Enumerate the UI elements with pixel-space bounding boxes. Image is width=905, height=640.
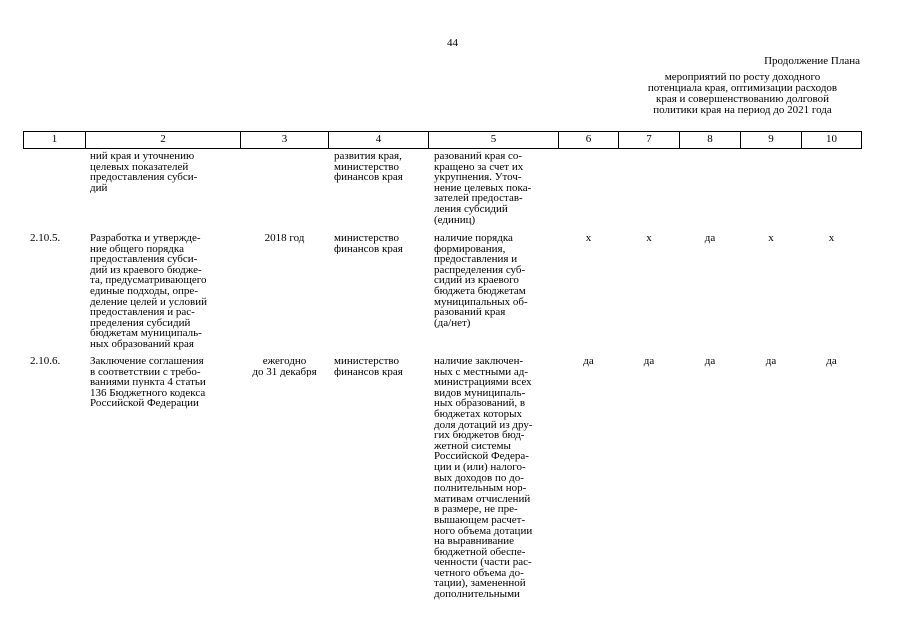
row-measure-cell: Заключение соглашения в соответствии с требо- ваниями пункта 4 статьи 136 Бюджетного кодекса Российской Федерации	[90, 356, 206, 409]
row-measure-cell: Разработка и утвержде- ние общего порядка предоставления субси- дий из краевого бюдже- та, предусматривающего единые подходы, опре- деление целей и условий предоставления и рас- пределения субсидий бюджетам муниципаль- ных образований края	[90, 233, 208, 350]
column-header-3: 3	[281, 133, 288, 145]
column-header-1: 1	[51, 133, 58, 145]
plan-continuation-title: Продолжение Плана	[764, 55, 860, 67]
column-header-2: 2	[160, 133, 166, 145]
table-header-right-border	[861, 131, 862, 149]
row-value-cell: да	[826, 356, 837, 367]
column-header-6: 6	[585, 133, 592, 145]
row-value-cell: х	[646, 233, 652, 244]
table-header-bottom-border	[23, 148, 862, 149]
plan-subtitle: мероприятий по росту доходного потенциала края, оптимизации расходов края и совершенствованию долговой политики края на период до 2021 года	[647, 71, 838, 116]
row-indicator-cell: наличие порядка формирования, предоставления и распределения суб- сидий из краевого бюджета бюджетам муниципальных об- разований края (да/нет)	[434, 233, 528, 329]
row-value-cell: да	[765, 356, 777, 367]
row-indicator-cell: разований края со- кращено за счет их укрупнения. Уточ- нение целевых пока- зателей предостав- ления субсидий (единиц)	[434, 151, 532, 226]
row-value-cell: да	[704, 356, 716, 367]
row-responsible-cell: министерство финансов края	[334, 356, 403, 378]
row-value-cell: х	[768, 233, 774, 244]
row-value-cell: да	[643, 356, 655, 367]
column-header-5: 5	[490, 133, 497, 145]
row-value-cell: да	[704, 233, 716, 244]
column-header-4: 4	[375, 133, 382, 145]
row-indicator-cell: наличие заключен- ных с местными ад- министрациями всех видов муниципаль- ных образований, в бюджетах которых доля дотаций из дру- гих бюджетов бюд- жетной системы Российской Федера- ции и (или) налого- вых доходов по до- полнительным нор- мативам отчислений в размере, не пре- вышающем расчет- ного объема дотации на выравнивание бюджетной обеспе- ченности (части рас- четного объема до- тации), замененной дополнительными	[434, 356, 533, 600]
page-number: 44	[447, 37, 458, 49]
column-header-8: 8	[707, 133, 713, 145]
row-deadline-cell: 2018 год	[264, 233, 305, 244]
column-header-9: 9	[768, 133, 774, 145]
row-deadline-cell: ежегодно до 31 декабря	[252, 356, 317, 378]
row-measure-cell: ний края и уточнению целевых показателей предоставления субси- дий	[90, 151, 198, 194]
row-responsible-cell: развития края, министерство финансов края	[334, 151, 403, 183]
row-number-cell: 2.10.5.	[30, 233, 61, 244]
row-value-cell: х	[828, 233, 835, 244]
row-value-cell: х	[585, 233, 592, 244]
column-header-10: 10	[826, 133, 837, 145]
row-value-cell: да	[583, 356, 594, 367]
row-number-cell: 2.10.6.	[30, 356, 61, 367]
column-header-7: 7	[646, 133, 652, 145]
row-responsible-cell: министерство финансов края	[334, 233, 403, 255]
